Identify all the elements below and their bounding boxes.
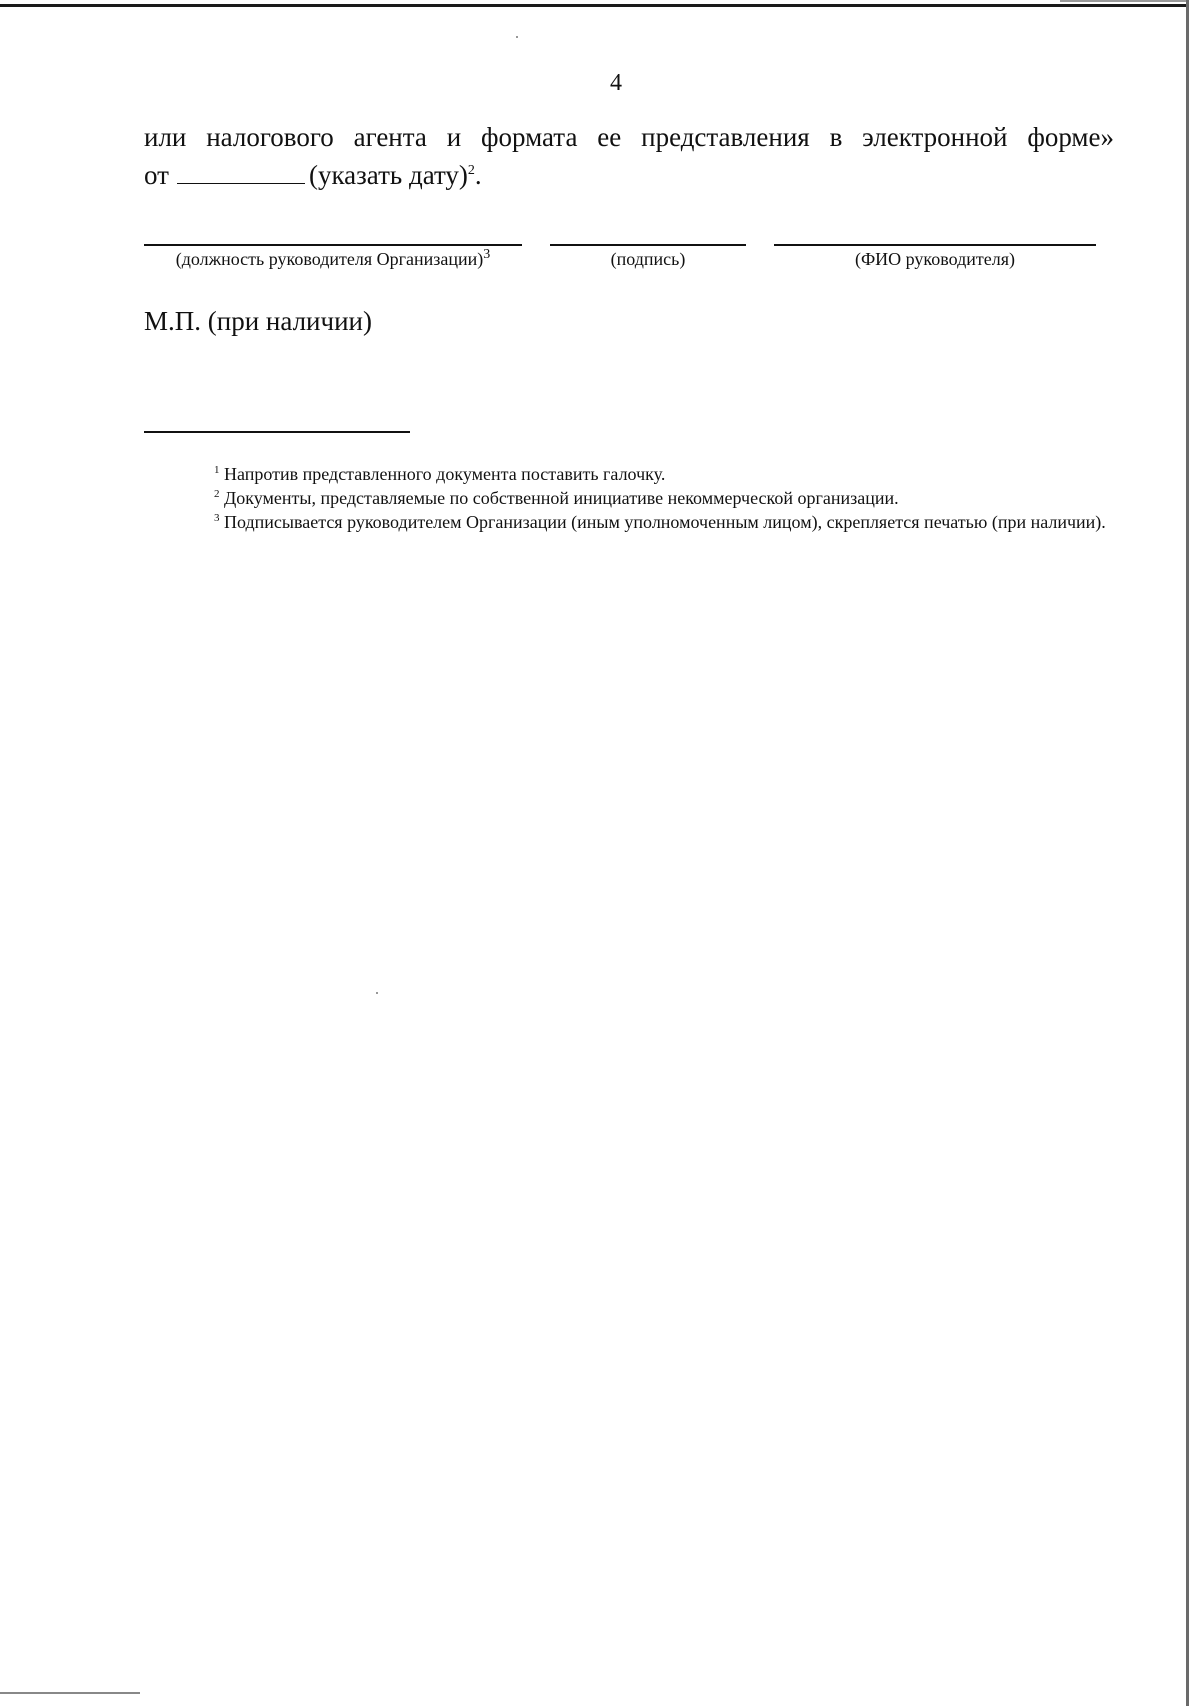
footnote-separator — [144, 431, 410, 433]
footnote-text-2: Документы, представляемые по собственной инициативе некоммерческой организации. — [224, 488, 899, 508]
name-line — [774, 244, 1096, 246]
body-text-line-2 — [144, 156, 1114, 194]
scan-speck — [516, 36, 518, 38]
date-blank — [177, 159, 305, 184]
footnote-mark-1: 1 — [214, 464, 220, 476]
footnote-mark-3: 3 — [214, 512, 220, 524]
footnote-3 — [144, 511, 1110, 533]
signature-line — [550, 244, 746, 246]
body-text-line-1: или налогового агента и формата ее представления в электронной форме» — [144, 122, 1114, 152]
body-period: . — [474, 160, 482, 190]
name-caption: (ФИО руководителя) — [854, 249, 1016, 269]
footnote-ref-3: 3 — [483, 247, 491, 262]
position-caption — [144, 249, 522, 270]
body-date-hint: (указать дату) — [308, 160, 468, 190]
scan-speck — [376, 992, 378, 994]
position-line — [144, 244, 522, 246]
stamp-note: М.П. (при наличии) — [144, 306, 372, 336]
footnote-mark-2: 2 — [214, 488, 220, 500]
signature-caption: (подпись) — [610, 249, 686, 269]
scan-edge-right — [1186, 0, 1189, 1706]
body-from-label: от — [144, 160, 169, 190]
footnote-2 — [144, 487, 1110, 509]
footnote-text-3: Подписывается руководителем Организации (иным уполномоченным лицом), скрепляется печатью (при наличии). — [224, 512, 1106, 532]
footnote-text-1: Напротив представленного документа поставить галочку. — [224, 464, 666, 484]
footnote-1 — [144, 463, 1110, 485]
footnote-ref-2: 2 — [467, 163, 475, 178]
page-number: 4 — [610, 70, 622, 96]
position-caption-text: (должность руководителя Организации) — [175, 249, 484, 269]
scan-edge-top — [0, 4, 1186, 7]
scan-edge-bottom — [0, 1692, 140, 1694]
scan-edge-top-fade — [1060, 0, 1186, 2]
